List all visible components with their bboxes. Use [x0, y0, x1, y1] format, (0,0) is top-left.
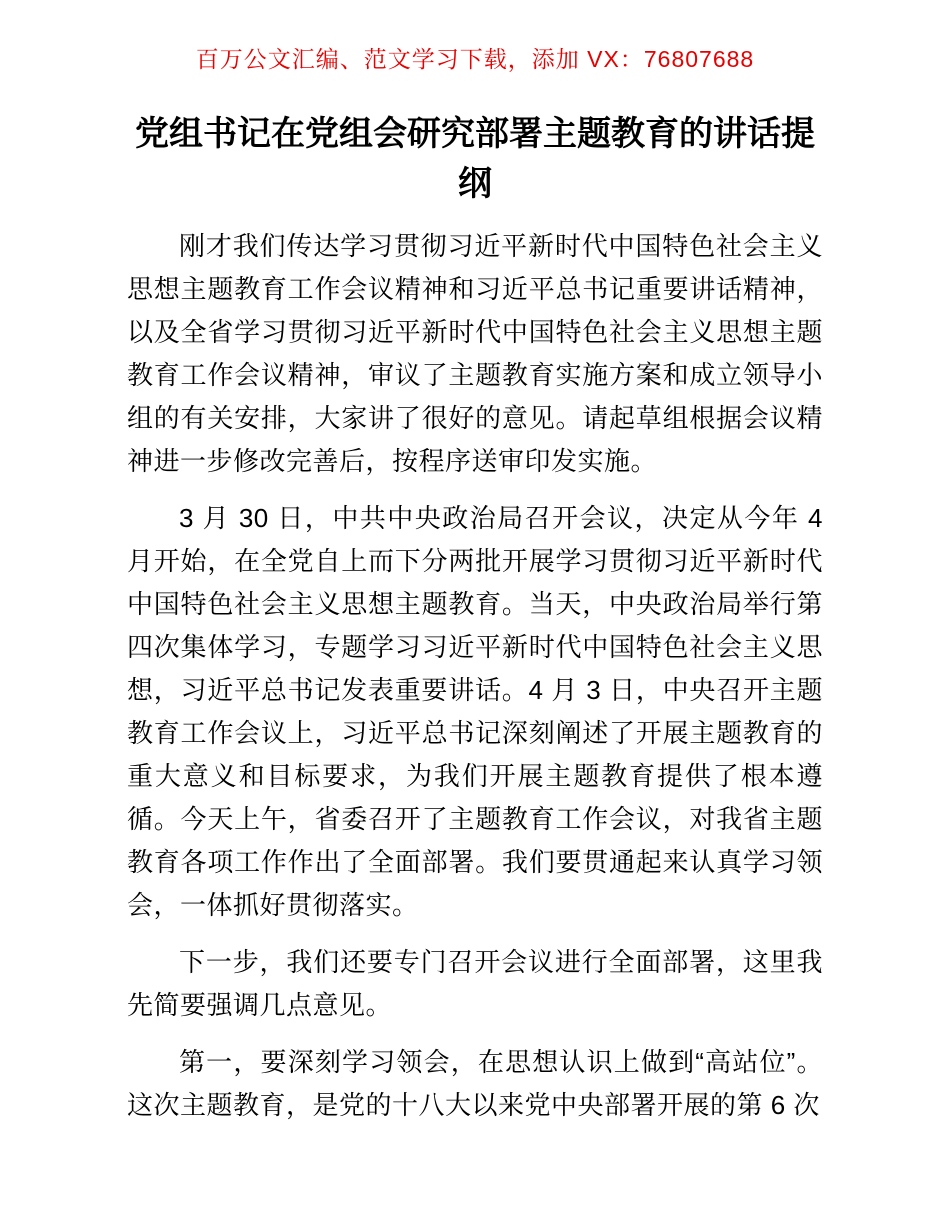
- document-title: 党组书记在党组会研究部署主题教育的讲话提纲: [135, 115, 815, 203]
- promo-banner-text: 百万公文汇编、范文学习下载，添加 VX：76807688: [195, 46, 755, 72]
- paragraph-2: 3 月 30 日，中共中央政治局召开会议，决定从今年 4 月开始，在全党自上而下分两批开展学习贯彻习近平新时代中国特色社会主义思想主题教育。当天，中央政治局举行第四次集体学习，专题学习习近平新时代中国特色社会主义思想，习近平总书记发表重要讲话。4 月 3 日，中央召开主题教育工作会议上，习近平总书记深刻阐述了开展主题教育的重大意义和目标要求，为我们开展主题教育提供了根本遵循。今天上午，省委召开了主题教育工作会议，对我省主题教育各项工作作出了全面部署。我们要贯通起来认真学习领会，一体抓好贯彻落实。: [127, 503, 823, 920]
- paragraph-1: 刚才我们传达学习贯彻习近平新时代中国特色社会主义思想主题教育工作会议精神和习近平总书记重要讲话精神，以及全省学习贯彻习近平新时代中国特色社会主义思想主题教育工作会议精神，审议了主题教育实施方案和成立领导小组的有关安排，大家讲了很好的意见。请起草组根据会议精神进一步修改完善后，按程序送审印发实施。: [127, 231, 823, 476]
- paragraph-4: 第一，要深刻学习领会，在思想认识上做到“高站位”。这次主题教育，是党的十八大以来党中央部署开展的第 6 次: [127, 1047, 823, 1120]
- paragraph-3: 下一步，我们还要专门召开会议进行全面部署，这里我先简要强调几点意见。: [127, 947, 823, 1020]
- document-body: [127, 225, 823, 1127]
